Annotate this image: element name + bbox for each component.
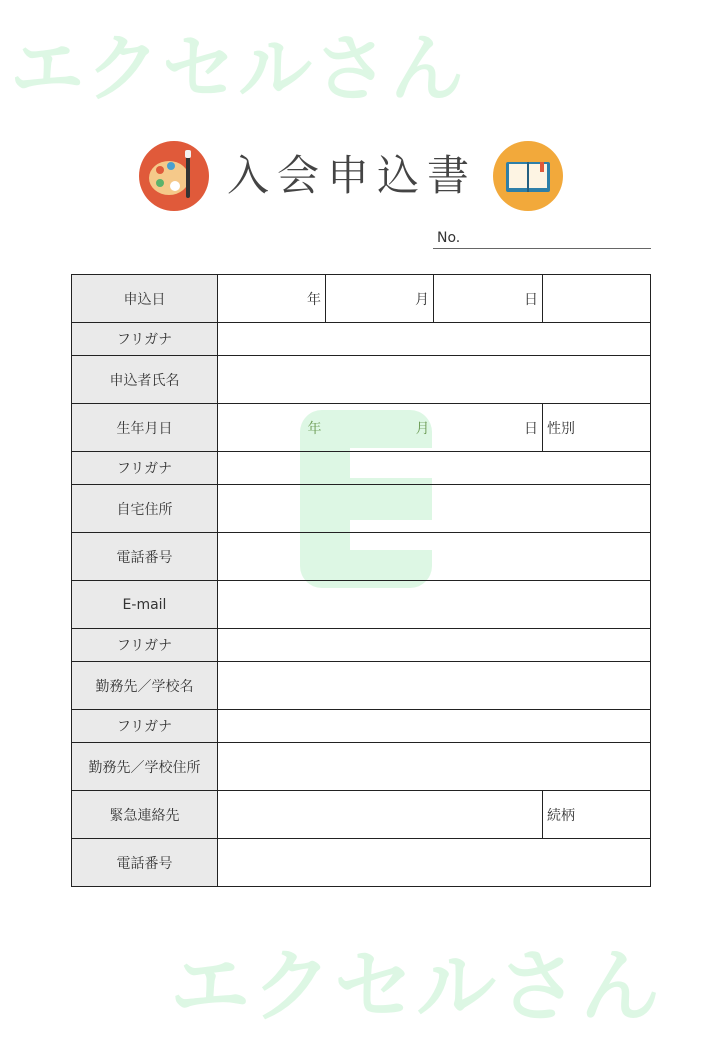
row-birth-date xyxy=(72,404,651,452)
row-applicant-name xyxy=(72,356,651,404)
email-label: E-mail xyxy=(72,581,218,629)
applicant-name-label: 申込者氏名 xyxy=(72,356,218,404)
row-email xyxy=(72,581,651,629)
birth-date-label: 生年月日 xyxy=(72,404,218,452)
day-unit: 日 xyxy=(524,420,538,437)
number-label: No. xyxy=(437,230,461,246)
year-unit: 年 xyxy=(307,420,322,437)
application-date-day-cell[interactable] xyxy=(434,275,543,323)
gender-label: 性別 xyxy=(547,420,575,437)
row-furigana-2 xyxy=(72,452,651,485)
day-unit: 日 xyxy=(524,291,538,308)
row-phone xyxy=(72,533,651,581)
number-field[interactable] xyxy=(433,228,651,249)
work-school-name-input[interactable] xyxy=(218,662,651,710)
row-emergency-phone xyxy=(72,839,651,887)
furigana-label: フリガナ xyxy=(72,452,218,485)
palette-icon xyxy=(138,140,210,212)
relationship-label: 続柄 xyxy=(547,807,575,824)
furigana-input-3[interactable] xyxy=(218,629,651,662)
home-address-input[interactable] xyxy=(218,485,651,533)
furigana-input-2[interactable] xyxy=(218,452,651,485)
row-application-date xyxy=(72,275,651,323)
work-school-address-input[interactable] xyxy=(218,743,651,791)
gender-cell[interactable] xyxy=(543,404,651,452)
furigana-input-1[interactable] xyxy=(218,323,651,356)
birth-date-month-cell[interactable] xyxy=(326,404,434,452)
watermark-top: エクセルさん xyxy=(10,26,466,112)
emergency-phone-input[interactable] xyxy=(218,839,651,887)
book-icon xyxy=(492,140,564,212)
row-furigana-4 xyxy=(72,710,651,743)
furigana-label: フリガナ xyxy=(72,710,218,743)
row-emergency-contact xyxy=(72,791,651,839)
home-address-label: 自宅住所 xyxy=(72,485,218,533)
emergency-contact-input[interactable] xyxy=(218,791,543,839)
watermark-bottom: エクセルさん xyxy=(170,940,662,1033)
row-work-school-address xyxy=(72,743,651,791)
row-furigana-1 xyxy=(72,323,651,356)
application-date-month-cell[interactable] xyxy=(326,275,434,323)
birth-date-year-cell[interactable] xyxy=(218,404,326,452)
month-unit: 月 xyxy=(415,291,429,308)
application-date-label: 申込日 xyxy=(72,275,218,323)
relationship-cell[interactable] xyxy=(543,791,651,839)
work-school-address-label: 勤務先／学校住所 xyxy=(72,743,218,791)
year-unit: 年 xyxy=(307,291,321,308)
emergency-phone-label: 電話番号 xyxy=(72,839,218,887)
emergency-contact-label: 緊急連絡先 xyxy=(72,791,218,839)
furigana-input-4[interactable] xyxy=(218,710,651,743)
furigana-label: フリガナ xyxy=(72,629,218,662)
birth-date-day-cell[interactable] xyxy=(434,404,543,452)
work-school-name-label: 勤務先／学校名 xyxy=(72,662,218,710)
page-title: 入会申込書 xyxy=(226,151,477,200)
furigana-label: フリガナ xyxy=(72,323,218,356)
phone-label: 電話番号 xyxy=(72,533,218,581)
header xyxy=(0,140,724,212)
row-furigana-3 xyxy=(72,629,651,662)
application-date-year-cell[interactable] xyxy=(218,275,326,323)
email-input[interactable] xyxy=(218,581,651,629)
application-date-extra-cell[interactable] xyxy=(543,275,651,323)
row-work-school-name xyxy=(72,662,651,710)
row-home-address xyxy=(72,485,651,533)
applicant-name-input[interactable] xyxy=(218,356,651,404)
application-form-table xyxy=(71,274,651,887)
phone-input[interactable] xyxy=(218,533,651,581)
month-unit: 月 xyxy=(415,420,430,437)
